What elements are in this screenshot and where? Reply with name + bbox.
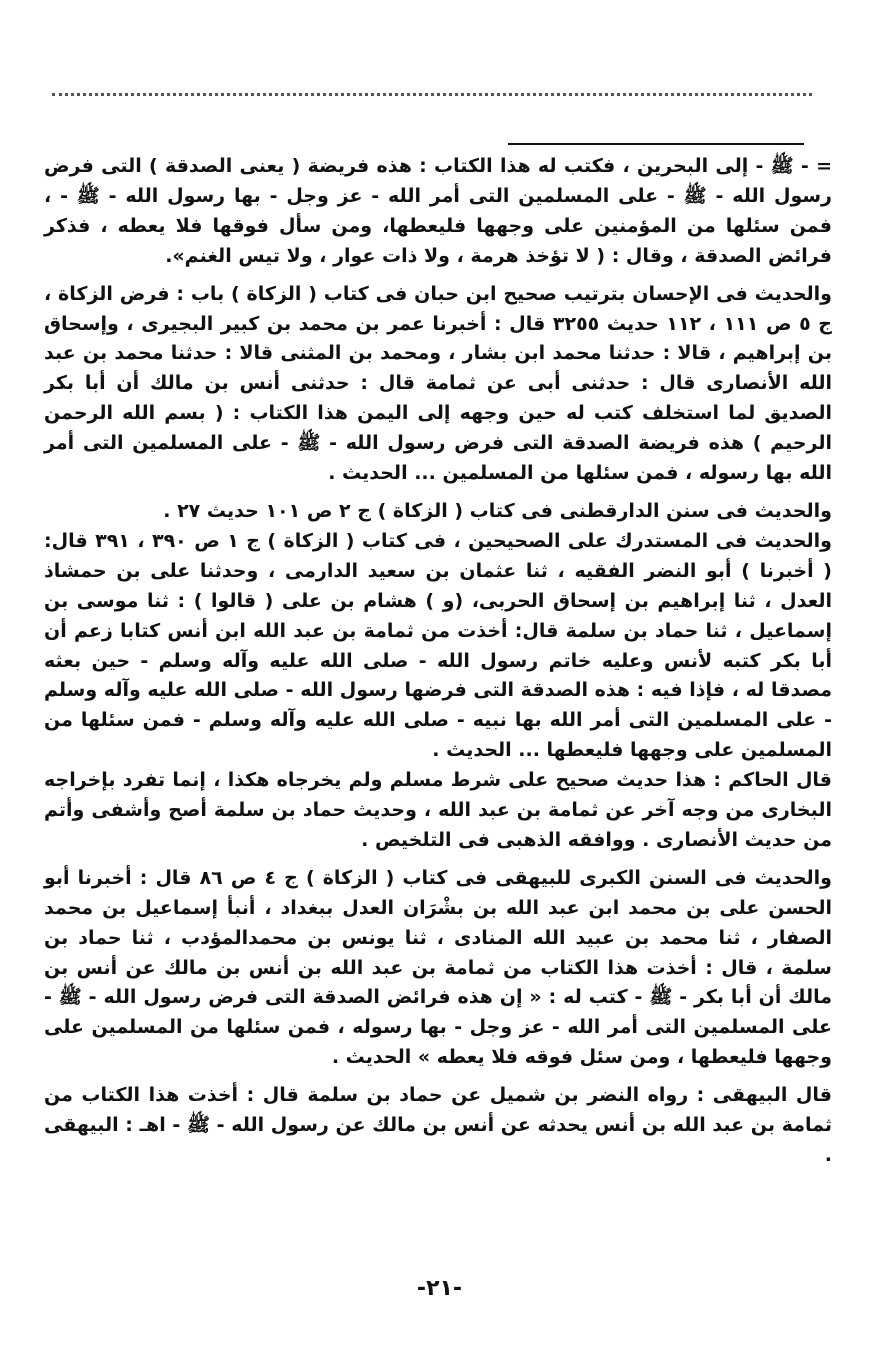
paragraph-bayhaqi-sunan: والحديث فى السنن الكبرى للبيهقى فى كتاب ( الزكاة ) ج ٤ ص ٨٦ قال : أخبرنا أبو الحسن على بن محمد ابن عبد الله بن بشْرَان العدل ببغداد ، أنبأ إسماعيل بن محمد الصفار ، ثنا محمد بن عبيد الله المنادى ، ثنا يونس بن محمدالمؤدب ، ثنا حماد بن سلمة ، قال : أخذت هذا الكتاب من ثمامة بن عبد الله بن أنس بن مالك عن أنس بن مالك أن أبا بكر - ﷺ - كتب له : « إن هذه فرائض الصدقة التى فرض رسول الله - ﷺ - على المسلمين التى أمر الله - عز وجل - بها رسوله ، فمن سئلها من المسلمين على وجهها فليعطها ، ومن سئل فوقه فلا يعطه » الحديث .: [44, 866, 832, 1069]
page-number: -٢١-: [416, 1276, 463, 1301]
paragraph-hakim: قال الحاكم : هذا حديث صحيح على شرط مسلم ولم يخرجاه هكذا ، إنما تفرد بإخراجه البخارى من وجه آخر عن ثمامة بن عبد الله ، وحديث حماد بن سلمة أصح وأشفى وأتم من حديث الأنصارى . ووافقه الذهبى فى التلخيص .: [44, 769, 832, 851]
paragraph-mustadrak: والحديث فى المستدرك على الصحيحين ، فى كتاب ( الزكاة ) ج ١ ص ٣٩٠ ، ٣٩١ قال: ( أخبرنا ) أبو النضر الفقيه ، ثنا عثمان بن سعيد الدارمى ، وحدثنا على بن حمشاذ العدل ، ثنا إبراهيم بن إسحاق الحربى، (و ) هشام بن على ( قالوا ) : ثنا موسى بن إسماعيل ، ثنا حماد بن سلمة قال: أخذت من ثمامة بن عبد الله ابن أنس كتابا زعم أن أبا بكر كتبه لأنس وعليه خاتم رسول الله - صلى الله عليه وآله وسلم - حين بعثه مصدقا له ، فإذا فيه : هذه الصدقة التى فرضها رسول الله - صلى الله عليه وآله وسلم - على المسلمين التى أمر الله بها نبيه - صلى الله عليه وآله وسلم - فمن سئلها من المسلمين على وجهها فليعطها ... الحديث .: [44, 529, 832, 762]
main-text-block: [44, 152, 832, 1171]
paragraph-ibn-hibban: والحديث فى الإحسان بترتيب صحيح ابن حبان فى كتاب ( الزكاة ) باب : فرض الزكاة ، ج ٥ ص ١١١ ، ١١٢ حديث ٣٢٥٥ قال : أخبرنا عمر بن محمد بن كبير البجيرى ، وإسحاق بن إبراهيم ، قالا : حدثنا محمد ابن بشار ، ومحمد بن المثنى قالا : حدثنا محمد بن عبد الله الأنصارى قال : حدثنى أبى عن ثمامة قال : حدثنى أنس بن مالك أن أبا بكر الصديق لما استخلف كتب له حين وجهه إلى اليمن هذا الكتاب : ( بسم الله الرحمن الرحيم ) هذه فريضة الصدقة التى فرض رسول الله - ﷺ - على المسلمين التى أمر الله بها رسوله ، فمن سئلها من المسلمين ... الحديث .: [44, 282, 833, 485]
footnote-separator-line: [508, 143, 804, 145]
paragraph-daraqutni: والحديث فى سنن الدارقطنى فى كتاب ( الزكاة ) ج ٢ ص ١٠١ حديث ٢٧ .: [163, 499, 832, 522]
paragraph-continuation: = - ﷺ - إلى البحرين ، فكتب له هذا الكتاب : هذه فريضة ( يعنى الصدقة ) التى فرض رسول الله - ﷺ - على المسلمين التى أمر الله - عز وجل - بها رسول الله - ﷺ - ، فمن سئلها من المؤمنين على وجهها فليعطها، ومن سأل فوقها فلا يعطه ، فذكر فرائض الصدقة ، وقال : ( لا تؤخذ هرمة ، ولا ذات عوار ، ولا تيس الغنم».: [44, 155, 832, 267]
header-dotted-separator: [52, 93, 812, 96]
paragraph-bayhaqi-comment: قال البيهقى : رواه النضر بن شميل عن حماد بن سلمة قال : أخذت هذا الكتاب من ثمامة بن عبد الله بن أنس يحدثه عن أنس بن مالك عن رسول الله - ﷺ - اهـ : البيهقى .: [44, 1084, 832, 1166]
